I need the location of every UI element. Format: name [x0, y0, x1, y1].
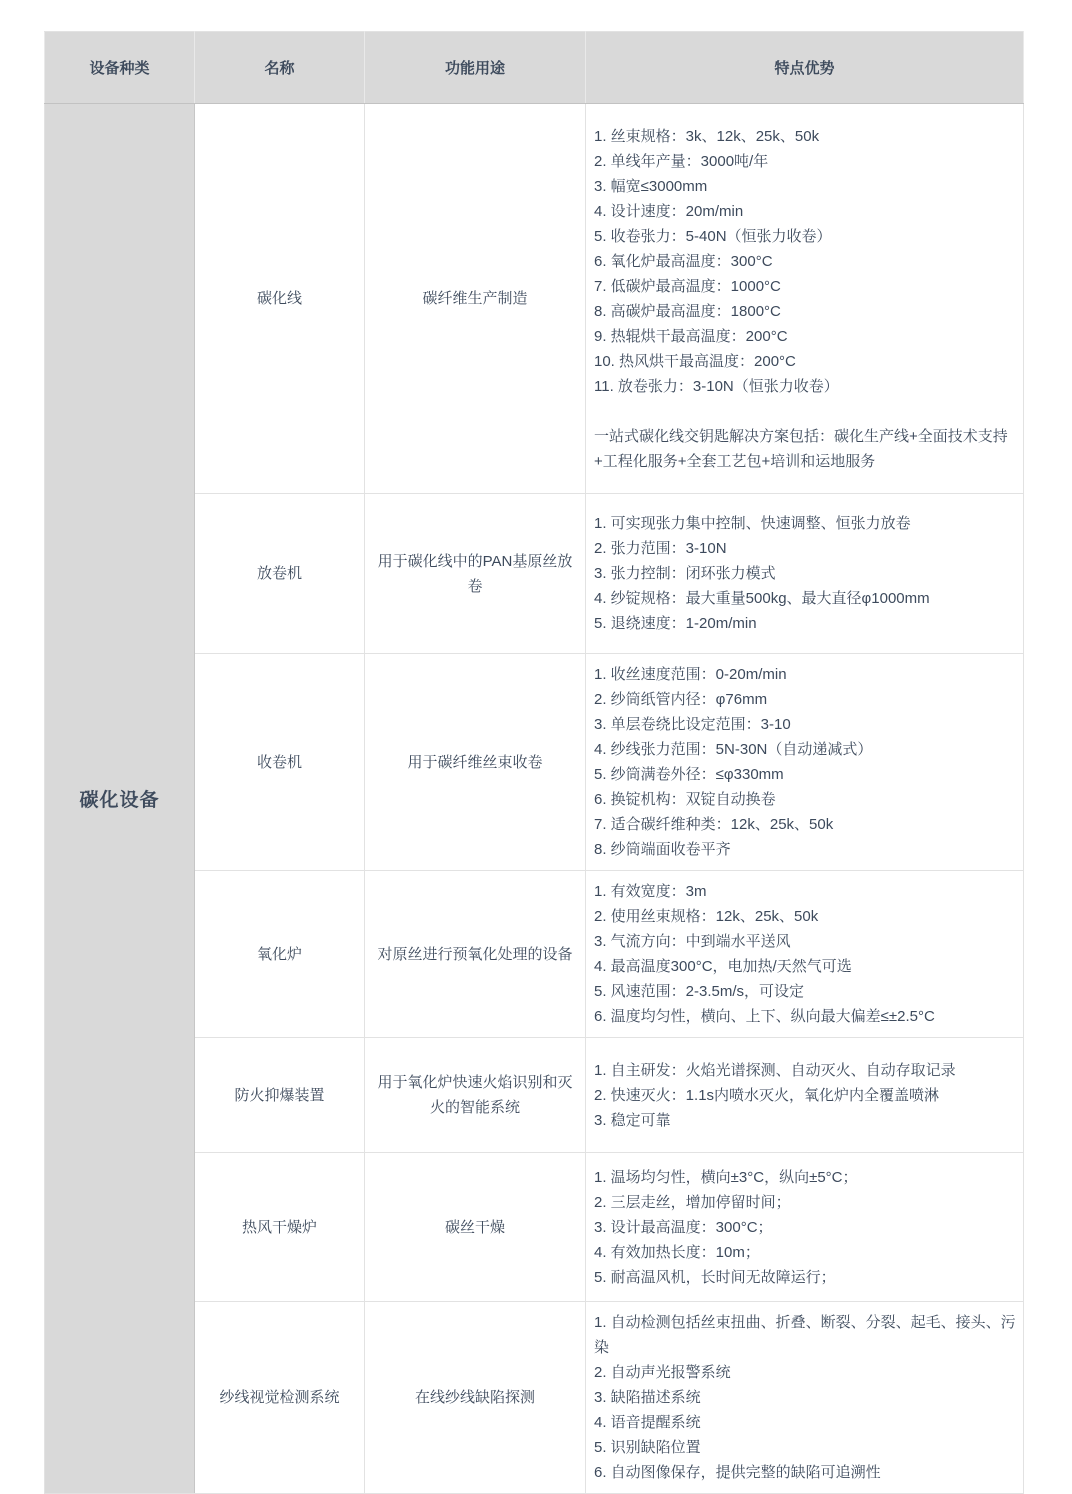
feature-line: 2. 张力范围：3-10N [594, 540, 727, 557]
cell-function: 碳纤维生产制造 [365, 104, 586, 494]
feature-line: 2. 单线年产量：3000吨/年 [594, 152, 769, 170]
feature-line: 5. 耐高温风机，长时间无故障运行； [594, 1268, 836, 1286]
feature-line: 6. 温度均匀性，横向、上下、纵向最大偏差≤±2.5°C [594, 1008, 935, 1025]
feature-line: 10. 热风烘干最高温度：200°C [594, 352, 796, 370]
table-header [45, 32, 1024, 104]
feature-line: 1. 有效宽度：3m [594, 883, 707, 900]
feature-line: 1. 可实现张力集中控制、快速调整、恒张力放卷 [594, 515, 911, 532]
feature-line: 5. 纱筒满卷外径：≤φ330mm [594, 766, 784, 783]
cell-category: 碳化设备 [45, 104, 195, 1494]
header-equipment-type: 设备种类 [45, 32, 195, 104]
feature-line: 4. 有效加热长度：10m； [594, 1243, 760, 1261]
feature-line: 4. 纱锭规格：最大重量500kg、最大直径φ1000mm [594, 590, 930, 607]
feature-line: 7. 适合碳纤维种类：12k、25k、50k [594, 816, 834, 833]
feature-line: 1. 自动检测包括丝束扭曲、折叠、断裂、分裂、起毛、接头、污染 [594, 1314, 1016, 1356]
feature-line: 6. 换锭机构：双锭自动换卷 [594, 791, 776, 808]
feature-line: 3. 幅宽≤3000mm [594, 177, 708, 195]
header-row [45, 32, 1024, 104]
cell-features [586, 871, 1024, 1038]
feature-line: 2. 使用丝束规格：12k、25k、50k [594, 908, 819, 925]
feature-line: 4. 设计速度：20m/min [594, 202, 744, 220]
feature-line: 2. 自动声光报警系统 [594, 1364, 731, 1381]
cell-equipment-name: 氧化炉 [195, 871, 365, 1038]
cell-features [586, 1038, 1024, 1153]
feature-line: 1. 自主研发：火焰光谱探测、自动灭火、自动存取记录 [594, 1061, 956, 1079]
table-row [45, 104, 1024, 494]
feature-line: 7. 低碳炉最高温度：1000°C [594, 277, 781, 295]
equipment-spec-table [44, 31, 1024, 1494]
feature-line [594, 399, 1017, 424]
cell-equipment-name: 碳化线 [195, 104, 365, 494]
cell-features [586, 1302, 1024, 1494]
feature-line: 5. 退绕速度：1-20m/min [594, 615, 757, 632]
feature-line: 1. 丝束规格：3k、12k、25k、50k [594, 127, 820, 145]
feature-line: 4. 纱线张力范围：5N-30N（自动递减式） [594, 741, 873, 758]
cell-function: 用于氧化炉快速火焰识别和灭火的智能系统 [365, 1038, 586, 1153]
cell-equipment-name: 放卷机 [195, 494, 365, 654]
header-name: 名称 [195, 32, 365, 104]
feature-line: 3. 设计最高温度：300°C； [594, 1218, 773, 1236]
feature-line: 6. 氧化炉最高温度：300°C [594, 252, 773, 270]
cell-equipment-name: 收卷机 [195, 654, 365, 871]
cell-function: 在线纱线缺陷探测 [365, 1302, 586, 1494]
feature-line: 2. 三层走丝，增加停留时间； [594, 1193, 791, 1211]
cell-equipment-name: 纱线视觉检测系统 [195, 1302, 365, 1494]
feature-line: 3. 单层卷绕比设定范围：3-10 [594, 716, 791, 733]
feature-line: 3. 气流方向：中到端水平送风 [594, 933, 791, 950]
cell-features [586, 1153, 1024, 1302]
cell-features [586, 494, 1024, 654]
cell-equipment-name: 防火抑爆装置 [195, 1038, 365, 1153]
table-body [45, 104, 1024, 1494]
feature-line: 4. 语音提醒系统 [594, 1414, 701, 1431]
feature-line: 6. 自动图像保存，提供完整的缺陷可追溯性 [594, 1464, 881, 1481]
feature-line: 2. 快速灭火：1.1s内喷水灭火，氧化炉内全覆盖喷淋 [594, 1086, 940, 1104]
header-function: 功能用途 [365, 32, 586, 104]
cell-features [586, 654, 1024, 871]
feature-line: 8. 纱筒端面收卷平齐 [594, 841, 731, 858]
cell-equipment-name: 热风干燥炉 [195, 1153, 365, 1302]
cell-function: 用于碳化线中的PAN基原丝放卷 [365, 494, 586, 654]
feature-line: 3. 稳定可靠 [594, 1111, 671, 1129]
header-advantages: 特点优势 [586, 32, 1024, 104]
cell-features [586, 104, 1024, 494]
feature-line: 1. 收丝速度范围：0-20m/min [594, 666, 787, 683]
feature-line: 9. 热辊烘干最高温度：200°C [594, 327, 788, 345]
feature-line: 3. 张力控制：闭环张力模式 [594, 565, 776, 582]
feature-line: 5. 风速范围：2-3.5m/s，可设定 [594, 983, 805, 1000]
feature-line: 4. 最高温度300°C，电加热/天然气可选 [594, 958, 852, 975]
feature-line: 5. 收卷张力：5-40N（恒张力收卷） [594, 227, 832, 245]
cell-function: 用于碳纤维丝束收卷 [365, 654, 586, 871]
cell-function: 对原丝进行预氧化处理的设备 [365, 871, 586, 1038]
equipment-spec-table-wrapper [44, 31, 1024, 1494]
feature-line: 5. 识别缺陷位置 [594, 1439, 701, 1456]
feature-line: 1. 温场均匀性，横向±3°C，纵向±5°C； [594, 1168, 858, 1186]
cell-function: 碳丝干燥 [365, 1153, 586, 1302]
feature-line: 3. 缺陷描述系统 [594, 1389, 701, 1406]
feature-line: 2. 纱筒纸管内径：φ76mm [594, 691, 768, 708]
feature-line: 11. 放卷张力：3-10N（恒张力收卷） [594, 377, 839, 395]
feature-line: 8. 高碳炉最高温度：1800°C [594, 302, 781, 320]
feature-line: 一站式碳化线交钥匙解决方案包括：碳化生产线+全面技术支持+工程化服务+全套工艺包+培训和运地服务 [594, 427, 1008, 470]
